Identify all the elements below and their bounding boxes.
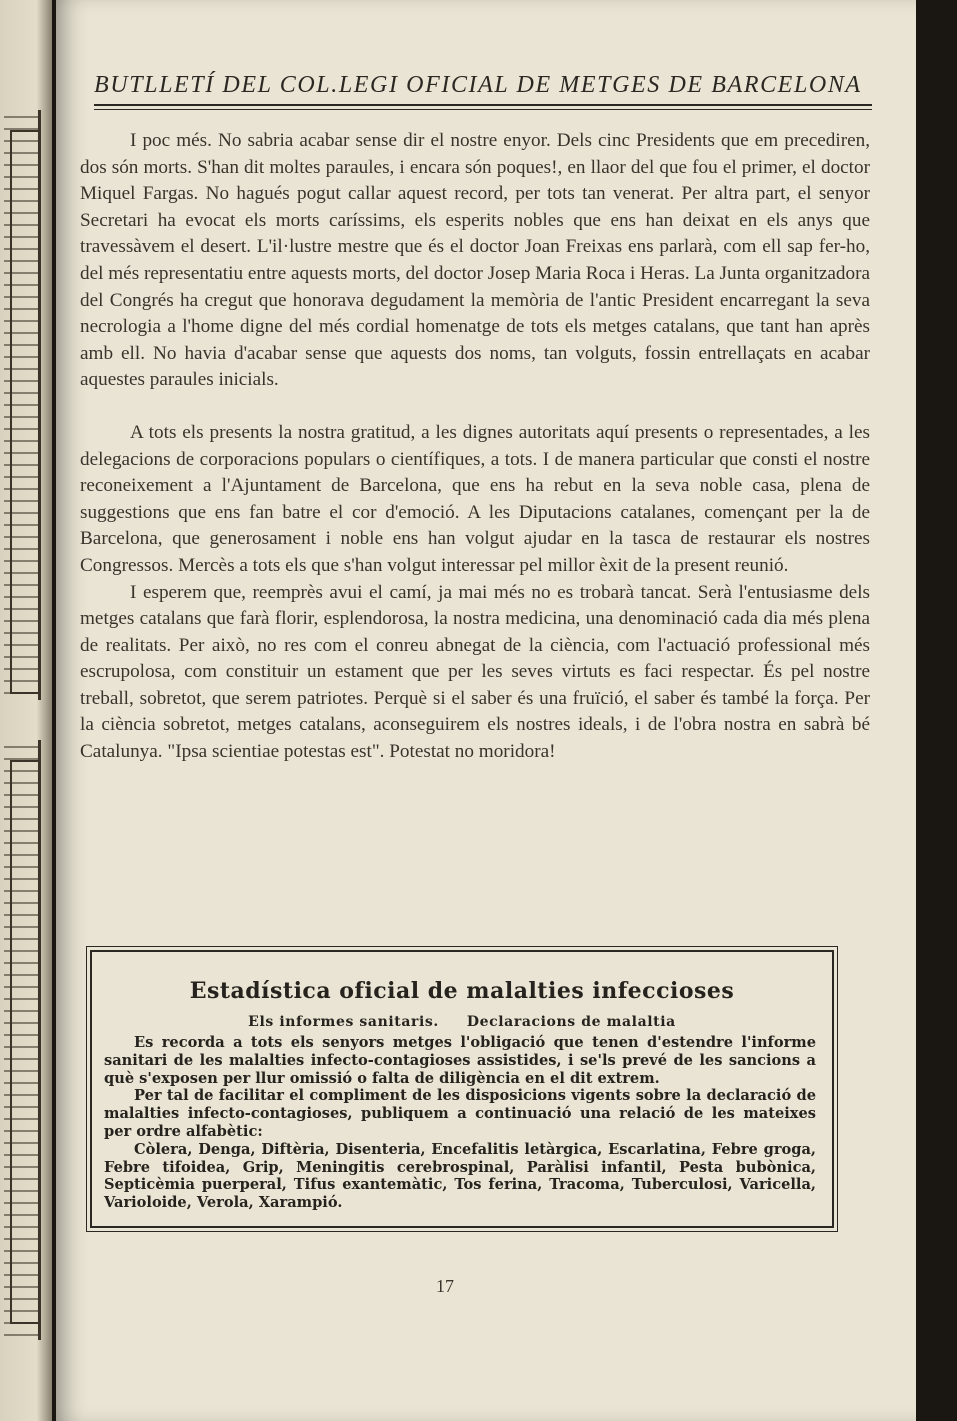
article-body [80,128,870,766]
notice-box [90,950,834,1228]
page-number: 17 [436,1276,454,1296]
decorative-frame-top [10,130,40,694]
notice-subtitle-right: Declaracions de malaltia [466,1014,676,1030]
notice-text [104,1034,816,1212]
decorative-frame-bottom [10,760,40,1324]
paragraph: I poc més. No sabria acabar sense dir el nostre enyor. Dels cinc Presidents que em precediren, dos són morts. S'han dit moltes paraules, i encara són poques!, en llaor del que fou el primer, el doctor Miquel Fargas. No hagués pogut callar aquest record, per tots tan venerat. Per altra part, el senyor Secretari ha evocat els morts caríssims, els esperits nobles que ens han deixat en els anys que travessàvem el desert. L'il·lustre mestre que és el doctor Joan Freixas ens parlarà, com ell sap fer-ho, del més representatiu entre aquests morts, del doctor Josep Maria Roca i Heras. La Junta organitzadora del Congrés ha cregut que honorava degudament la memòria de l'antic President encarregant la seva necrologia a l'home digne del més cordial homenatge de tots els metges catalans, que tant han après amb ell. No havia d'acabar sense que aquests dos noms, tan volguts, fossin entrellaçats en acabar aquestes paraules inicials. [80,130,870,391]
header-rule [94,104,872,106]
notice-paragraph: Es recorda a tots els senyors metges l'obligació que tenen d'estendre l'informe sanitari de les malalties infecto-contagioses assistides, i se'ls prevé de les sancions a què s'exposen per llur omissió o falta de diligència en el dit extrem. [104,1034,816,1087]
running-header: BUTLLETÍ DEL COL.LEGI OFICIAL DE METGES DE BARCELONA [94,72,862,98]
notice-title: Estadística oficial de malalties infeccioses [189,978,735,1004]
paragraph: A tots els presents la nostra gratitud, a les dignes autoritats aquí presents o representades, a les delegacions de corporacions populars o científiques, a tots. I de manera particular que consti el nostre reconeixement a l'Ajuntament de Barcelona, que ens ha rebut en la seva noble casa, plena de suggestions que ens fan batre el cor d'emoció. A les Diputacions catalanes, començant per la de Barcelona, que generosament i noble ens han volgut ajudar en la tasca de restaurar els nostres Congressos. Mercès a tots els que s'han volgut interessar pel millor èxit de la present reunió. [80,421,870,576]
notice-subtitle-left: Els informes sanitaris. [248,1014,439,1030]
book-page [56,0,916,1421]
facing-page-edge [0,0,52,1421]
scan-background [916,0,957,1421]
notice-subtitle [92,1014,832,1030]
header-rule-thin [94,109,872,110]
paragraph: I esperem que, reemprès avui el camí, ja mai més no es trobarà tancat. Serà l'entusiasme dels metges catalans que farà florir, esplendorosa, la nostra medicina, una denominació cada dia més plena de realitats. Per això, no res com el conreu abnegat de la ciència, com l'actuació professional més escrupolosa, com constituir un estament que per les seves virtuts es faci respectar. És pel nostre treball, sobretot, que serem patriotes. Perquè si el saber és una fruïció, el saber és també la força. Per la ciència sobretot, metges catalans, aconseguirem els nostres ideals, i de l'obra nostra en sabrà bé Catalunya. "Ipsa scientiae potestas est". Potestat no moridora! [80,581,870,763]
notice-paragraph: Per tal de facilitar el compliment de les disposicions vigents sobre la declaració de malalties infecto-contagioses, publiquem a continuació una relació de les mateixes per ordre alfabètic: [104,1087,816,1140]
notice-paragraph: Còlera, Denga, Diftèria, Disenteria, Encefalitis letàrgica, Escarlatina, Febre groga, Febre tifoidea, Grip, Meningitis cerebrospinal, Paràlisi infantil, Pesta bubònica, Septicèmia puerperal, Tifus exantemàtic, Tos ferina, Tracoma, Tuberculosi, Varicella, Varioloide, Verola, Xarampió. [104,1140,816,1212]
